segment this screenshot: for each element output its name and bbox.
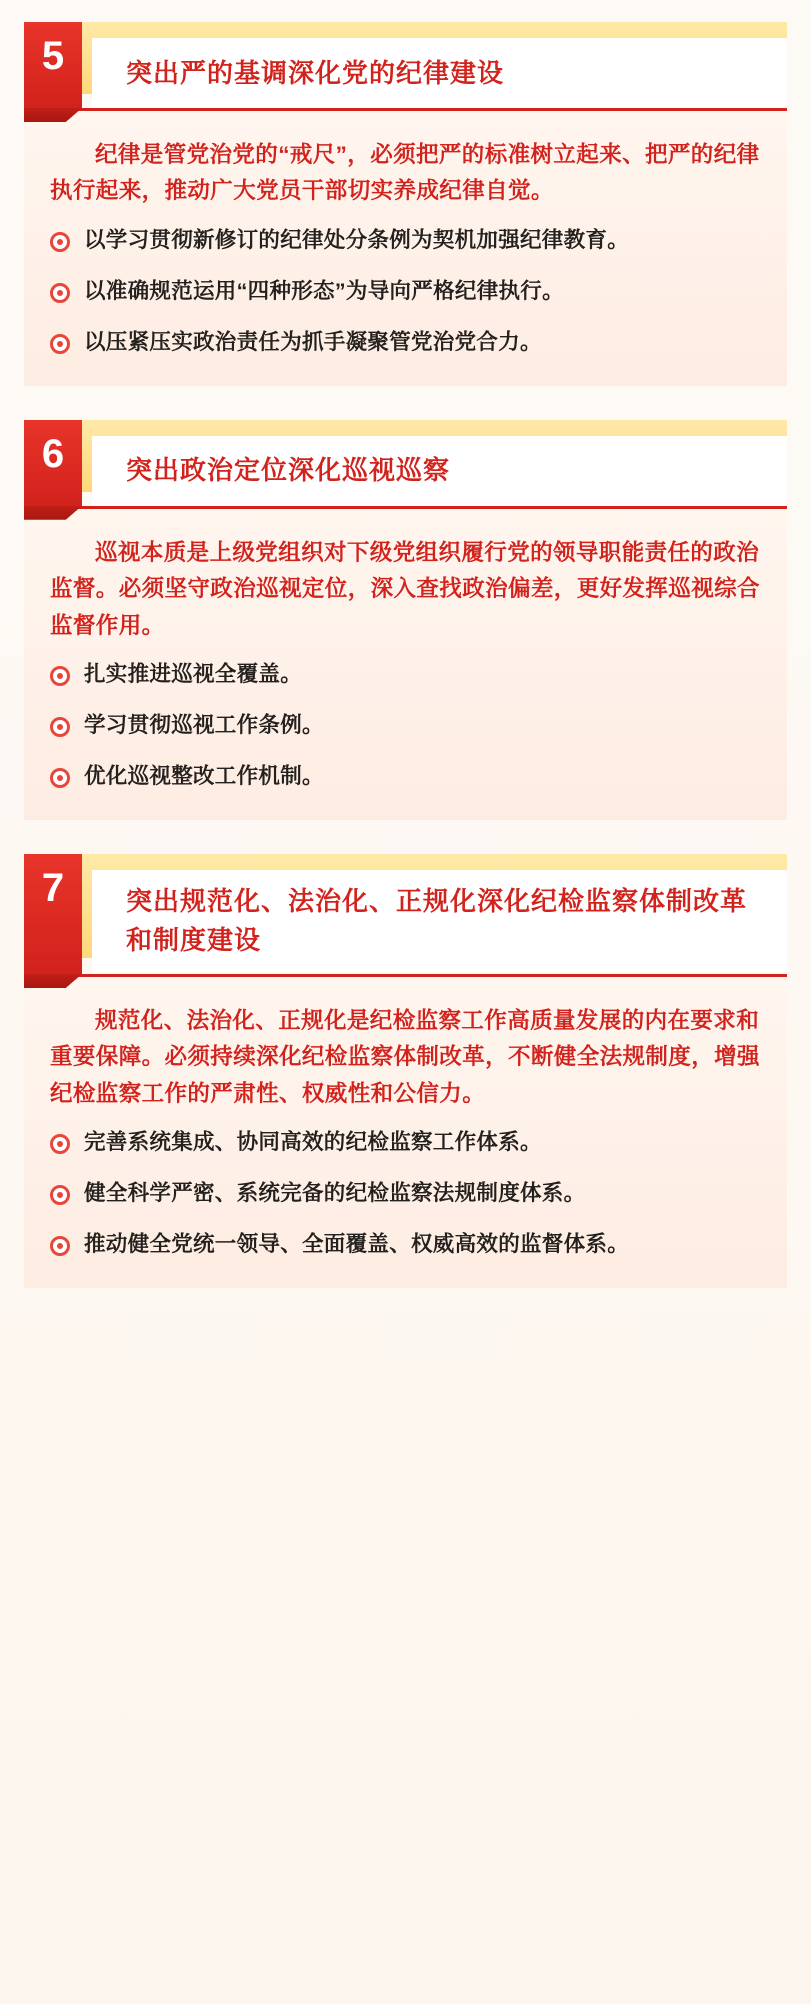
section-5: [24, 22, 787, 386]
section-5-bullet-list: [50, 224, 761, 360]
section-5-body: [24, 108, 787, 386]
section-6: [24, 420, 787, 820]
list-item-label: 推动健全党统一领导、全面覆盖、权威高效的监督体系。: [84, 1232, 630, 1257]
list-item-label: 以准确规范运用“四种形态”为导向严格纪律执行。: [84, 278, 564, 303]
list-item: [50, 658, 761, 692]
bullet-dot-icon: [50, 1134, 70, 1154]
section-7-number: 7: [24, 854, 82, 974]
section-6-header: [24, 420, 787, 506]
list-item: [50, 1177, 761, 1211]
section-6-body: [24, 506, 787, 820]
list-item: [50, 1126, 761, 1160]
section-7-header: [24, 854, 787, 974]
list-item: [50, 1228, 761, 1262]
bullet-dot-icon: [50, 768, 70, 788]
section-7-lead: 规范化、法治化、正规化是纪检监察工作高质量发展的内在要求和重要保障。必须持续深化纪检监察体制改革，不断健全法规制度，增强纪检监察工作的严肃性、权威性和公信力。: [50, 1008, 760, 1106]
list-item: [50, 709, 761, 743]
list-item-label: 以压紧压实政治责任为抓手凝聚管党治党合力。: [84, 329, 542, 354]
list-item: [50, 275, 761, 309]
section-7-bullet-list: [50, 1126, 761, 1262]
list-item: [50, 224, 761, 258]
section-6-title: 突出政治定位深化巡视巡察: [126, 455, 451, 486]
list-item-label: 健全科学严密、系统完备的纪检监察法规制度体系。: [84, 1181, 586, 1206]
list-item: [50, 326, 761, 360]
section-6-lead: 巡视本质是上级党组织对下级党组织履行党的领导职能责任的政治监督。必须坚守政治巡视定位，深入查找政治偏差，更好发挥巡视综合监督作用。: [50, 539, 760, 638]
bullet-dot-icon: [50, 1236, 70, 1256]
list-item-label: 优化巡视整改工作机制。: [84, 764, 324, 789]
section-5-number: 5: [24, 22, 82, 108]
bullet-dot-icon: [50, 232, 70, 252]
list-item: [50, 760, 761, 794]
section-5-header: [24, 22, 787, 108]
section-7: [24, 854, 787, 1288]
list-item-label: 完善系统集成、协同高效的纪检监察工作体系。: [84, 1130, 542, 1155]
section-5-title: 突出严的基调深化党的纪律建设: [126, 57, 505, 88]
section-5-lead: 纪律是管党治党的“戒尺”，必须把严的标准树立起来、把严的纪律执行起来，推动广大党员干部切实养成纪律自觉。: [50, 142, 760, 204]
section-7-title: 突出规范化、法治化、正规化深化纪检监察体制改革和制度建设: [126, 886, 748, 955]
bullet-dot-icon: [50, 1185, 70, 1205]
bullet-dot-icon: [50, 666, 70, 686]
list-item-label: 扎实推进巡视全覆盖。: [84, 662, 303, 687]
section-6-bullet-list: [50, 658, 761, 794]
section-7-body: [24, 974, 787, 1288]
section-6-number: 6: [24, 420, 82, 506]
section-6-title-bar: [82, 420, 787, 492]
bullet-dot-icon: [50, 334, 70, 354]
list-item-label: 以学习贯彻新修订的纪律处分条例为契机加强纪律教育。: [84, 227, 630, 252]
bullet-dot-icon: [50, 283, 70, 303]
list-item-label: 学习贯彻巡视工作条例。: [84, 713, 324, 738]
section-7-title-bar: [82, 854, 787, 958]
bullet-dot-icon: [50, 717, 70, 737]
section-5-title-bar: [82, 22, 787, 94]
